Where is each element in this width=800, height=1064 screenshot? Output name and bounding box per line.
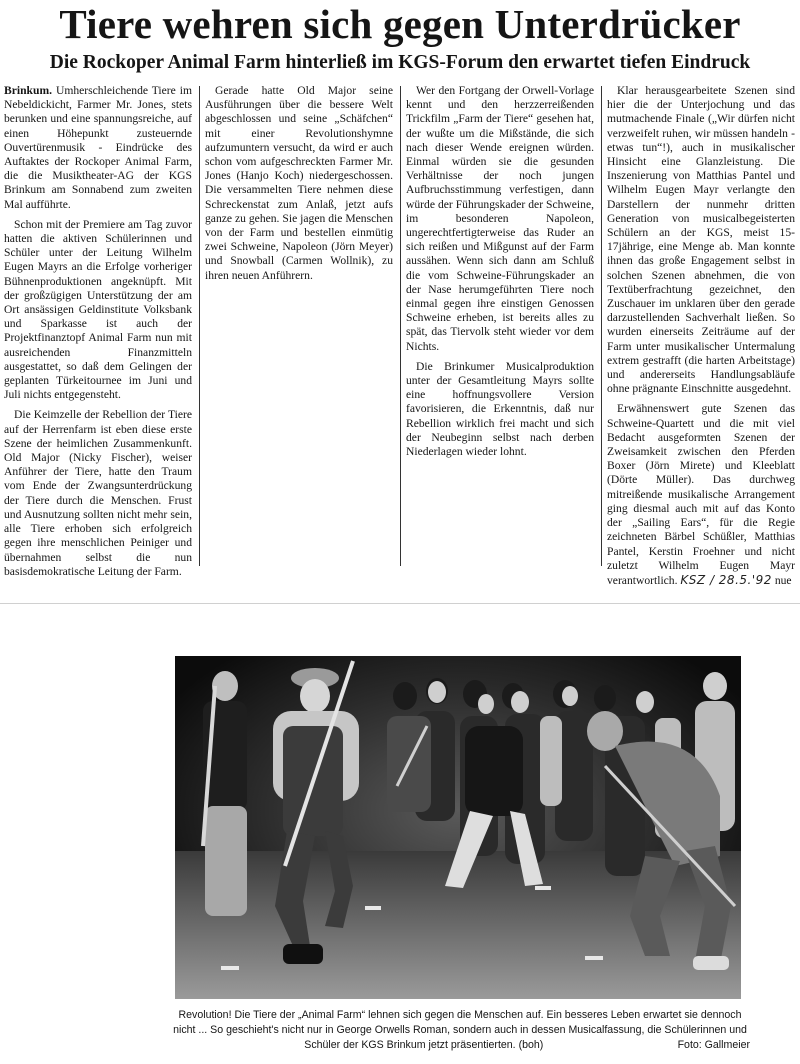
article-paragraph: Klar herausgearbeitete Szenen sind hier die der Unterjochung und das mutmachende Finale („Wir dürfen nicht verzweifelt ruhen, wir müssen handeln - etwas tun“!), auch in musikalischer Hinsicht eine Glanzleistung. Die Inszenierung von Matthias Pantel und Wilhelm Eugen Mayr verlangte den Darstellern der nunmehr dritten Generation von musicalbegeisterten Schülern an der KGS, meist 15-17jährige, eine Menge ab. Man konnte ihnen das große Engagement selbst in solchen Szenen abnehmen, die von Textüberfrachtung gezeichnet, den Zuschauer im unklaren über den gerade darzustellenden Sachverhalt ließen. So wurden einerseits Zeiträume auf der Farm unter musikalischer Untermalung extrem gestrafft (die harten Arbeitstage) und andererseits Handlungsabläufe ohne prägnante Einschnitte ausgedehnt. <box>607 84 795 396</box>
paragraph-text: Erwähnenswert gute Szenen das Schweine-Quartett und die mit viel Bedacht ausgeformten Szenen der Zweisamkeit zwischen den Pferden Boxer (Jörn Mirete) und Kleeblatt (Dörte Müller). Das durchweg mitreißende musikalische Arrangement ging diesmal auch mit auf das Konto der „Sailing Ears“, für die Regie zeichneten Bärbel Schüßler, Matthias Pantel, Kerstin Froehner und nicht zuletzt Wilhelm Eugen Mayr verantwortlich. <box>607 402 795 587</box>
headline: Tiere wehren sich gegen Unterdrücker <box>59 1 741 47</box>
caption-text: Revolution! Die Tiere der „Animal Farm“ lehnen sich gegen die Menschen auf. Ein besseres Leben erwartet sie dennoch nicht ... So geschieht's nicht nur in George Orwells Roman, sondern auch in dessen Musicalfassung, die Schülerinnen und Schüler der KGS Brinkum jetzt präsentierten. (boh) <box>173 1009 747 1051</box>
photo-caption <box>170 1008 750 1053</box>
article-column-3 <box>406 84 594 579</box>
stage-photo <box>175 656 741 999</box>
subheadline: Die Rockoper Animal Farm hinterließ im KGS-Forum den erwartet tiefen Eindruck <box>49 52 751 73</box>
author-signature: nue <box>774 573 792 587</box>
photo-credit: Foto: Gallmeier <box>677 1039 750 1051</box>
article-paragraph <box>607 402 795 588</box>
article-paragraph: Gerade hatte Old Major seine Ausführungen über die bessere Welt abgeschlossen und seine „Schäfchen“ mit einer Revolutionshymne aufzumuntern versucht, da wird er auch schon vom aufgeschreckten Farmer Mr. Jones (Hanjo Koch) niedergeschossen. Die versammelten Tiere nehmen diese Schreckenstat zum Anlaß, jetzt aufs ganze zu gehen. Sie jagen die Menschen von der Farm und bestellen einmütig zwei Schweine, Napoleon (Jörn Meyer) und Snowball (Carmen Wollnik), zu ihren neuen Anführern. <box>205 84 393 282</box>
column-rule <box>601 86 602 566</box>
article-paragraph: Schon mit der Premiere am Tag zuvor hatten die aktiven Schülerinnen und Schüler unter der Leitung Wilhelm Eugen Mayrs an die Erfolge vorheriger Bühnenproduktionen angeknüpft. Mit der großzügigen Unterstützung der am Ort ansässigen Geldinstitute Volksbank und Sparkasse ist auch der Projektfinanztopf Animal Farm nun mit ausreichenden Finanzmitteln ausgestattet, so daß dem Gelingen der geplanten Türkeitournee im Juni und Juli nichts entgegensteht. <box>4 217 192 402</box>
dateline: Brinkum. <box>4 84 52 97</box>
stage-photo-image <box>175 656 741 999</box>
article-column-2 <box>205 84 393 579</box>
article-paragraph <box>4 84 192 212</box>
article-paragraph: Die Brinkumer Musicalproduktion unter der Gesamtleitung Mayrs sollte eine hoffnungsvollere Version favorisieren, die Erkenntnis, daß nur Rebellion wirklich frei macht und sich der Neubeginn selbst nach derben Niederlagen wieder lohnt. <box>406 359 594 459</box>
article-paragraph: Die Keimzelle der Rebellion der Tiere auf der Herrenfarm ist eben diese erste Szene der heimlichen Zusammenkunft. Old Major (Nicky Fischer), weiser Anführer der Tiere, hatte den Traum vom Ende der Zwangsunterdrückung der Tiere durch die Menschen. Frust und Ausnutzung sollten nicht mehr sein, alle Tiere erhoben sich erfolgreich gegen ihre menschlichen Peiniger und übernahmen selbst die nun basisdemokratische Leitung der Farm. <box>4 408 192 578</box>
article-column-4 <box>607 84 795 587</box>
archive-stamp: KSZ / 28.5.'92 <box>680 572 772 587</box>
column-rule <box>400 86 401 566</box>
column-rule <box>199 86 200 566</box>
article-column-1 <box>4 84 192 579</box>
clipping-edge <box>0 603 800 604</box>
article-body <box>4 84 795 587</box>
paragraph-text: Umherschleichende Tiere im Nebeldickicht, Farmer Mr. Jones, stets berunken und eine spannungsreiche, auf einen Höhepunkt zusteuernde Ouvertürenmusik - Eindrücke des Auftaktes der Rockoper Animal Farm, die die Musiktheater-AG der KGS Brinkum am Sonnabend zum zweiten Mal aufführte. <box>4 84 192 211</box>
article-paragraph: Wer den Fortgang der Orwell-Vorlage kennt und den herzzerreißenden Trickfilm „Farm der Tiere“ gesehen hat, der wußte um die Mißstände, die sich nach dieser Wende ereignen würden. Einmal würden sie die gesunden Verhältnisse der noch jungen Aufbruchsstimmung verfestigen, dann würde der Führungskader der Schweine, im besonderen Napoleon, ungerechtfertigterweise das Ruder an sich reißen und Mißgunst auf der Farm aussähen. Wenn sich dann am Schluß die vom Schweine-Führungskader an der Nase herumgeführten Tiere noch einmal gegen ihre einstigen Genossen Schweine erheben, ist bereits alles zu spät, das Tiervolk steht wieder vor dem Nichts. <box>406 84 594 353</box>
